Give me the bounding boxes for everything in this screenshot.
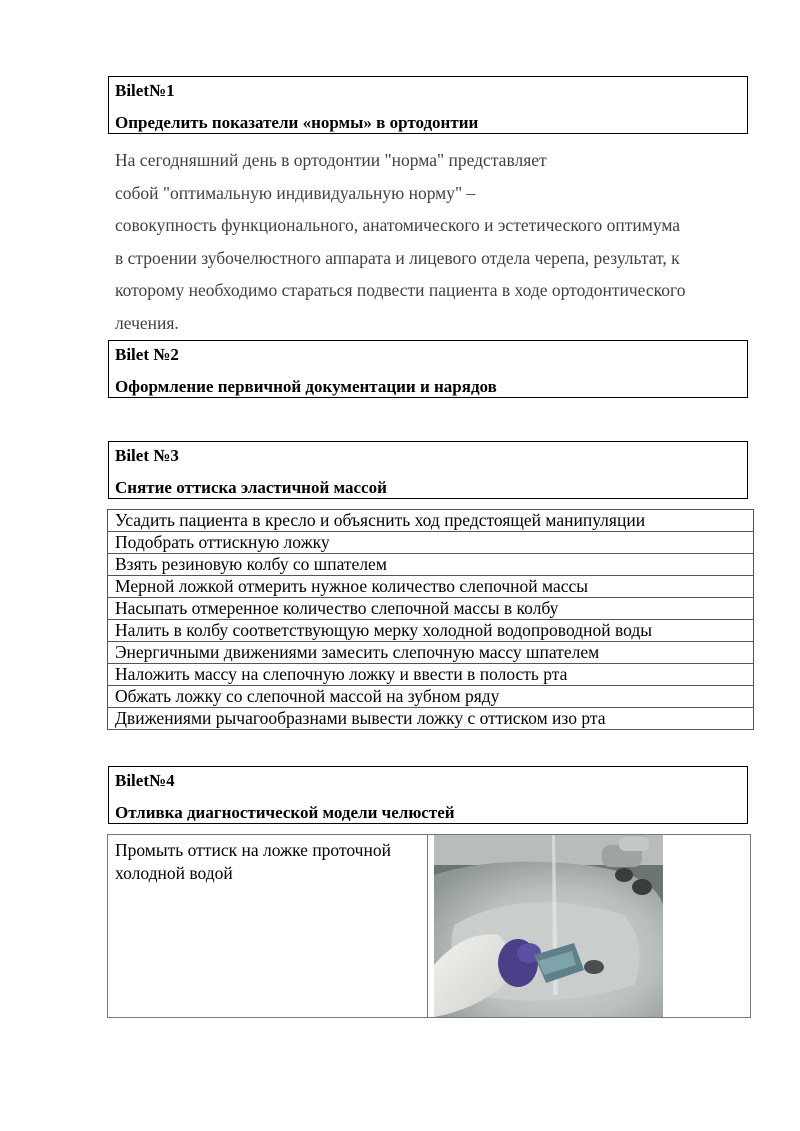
table-row	[108, 554, 754, 576]
table-row	[108, 642, 754, 664]
step-cell: Усадить пациента в кресло и объяснить ход предстоящей манипуляции	[108, 510, 754, 532]
answer-line: в строении зубочелюстного аппарата и лицевого отдела черепа, результат, к	[115, 247, 680, 268]
photo-cell	[428, 835, 751, 1018]
step-cell: Налить в колбу соответствующую мерку холодной водопроводной воды	[108, 620, 754, 642]
step-cell: Подобрать оттискную ложку	[108, 532, 754, 554]
ticket-1-title: Определить показатели «нормы» в ортодонтии	[115, 113, 479, 132]
table-row	[108, 576, 754, 598]
ticket-4-header: Bilet№4	[115, 771, 175, 790]
ticket-1-answer	[115, 144, 755, 339]
answer-line: На сегодняшний день в ортодонтии "норма" представляет	[115, 150, 547, 170]
sink-photo-illustration	[434, 835, 663, 1017]
table-row	[108, 620, 754, 642]
answer-line: которому необходимо стараться подвести пациента в ходе ортодонтического	[115, 280, 686, 300]
table-row	[108, 708, 754, 730]
step-cell: Движениями рычагообразнами вывести ложку с оттиском изо рта	[108, 708, 754, 730]
table-row	[108, 686, 754, 708]
step-cell: Насыпать отмеренное количество слепочной массы в колбу	[108, 598, 754, 620]
ticket-4-box	[108, 766, 748, 824]
ticket-2-box	[108, 340, 748, 398]
table-row	[108, 510, 754, 532]
step-cell: Энергичными движениями замесить слепочную массу шпателем	[108, 642, 754, 664]
ticket-3-steps-table	[107, 509, 754, 730]
step-cell: Наложить массу на слепочную ложку и ввести в полость рта	[108, 664, 754, 686]
answer-line: совокупность функционального, анатомического и эстетического оптимума	[115, 215, 681, 235]
step-cell: Взять резиновую колбу со шпателем	[108, 554, 754, 576]
ticket-1-box	[108, 76, 748, 134]
ticket-3-box	[108, 441, 748, 499]
ticket-3-title: Снятие оттиска эластичной массой	[115, 478, 387, 497]
step-cell: Промыть оттиск на ложке проточной холодной водой	[108, 835, 428, 1018]
ticket-3-header: Bilet №3	[115, 446, 179, 465]
ticket-1-header: Bilet№1	[115, 81, 175, 100]
ticket-2-title: Оформление первичной документации и нарядов	[115, 377, 497, 396]
ticket-4-title: Отливка диагностической модели челюстей	[115, 803, 455, 822]
table-row	[108, 598, 754, 620]
ticket-2-header: Bilet №2	[115, 345, 179, 364]
answer-line: собой "оптимальную индивидуальную норму" –	[115, 182, 476, 203]
ticket-4-table	[107, 834, 751, 1018]
table-row	[108, 664, 754, 686]
sink-rinse-photo	[434, 835, 663, 1017]
answer-line: лечения.	[115, 312, 179, 333]
step-cell: Обжать ложку со слепочной массой на зубном ряду	[108, 686, 754, 708]
table-row	[108, 835, 751, 1018]
step-cell: Мерной ложкой отмерить нужное количество слепочной массы	[108, 576, 754, 598]
table-row	[108, 532, 754, 554]
